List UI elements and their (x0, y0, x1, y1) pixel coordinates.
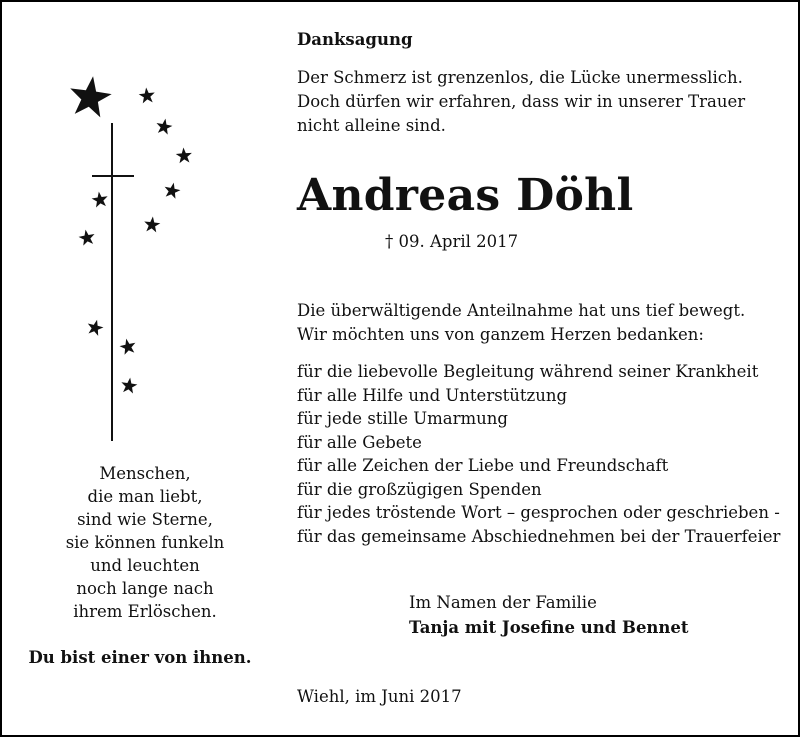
poem-line: die man liebt, (87, 487, 203, 506)
intro-line: nicht alleine sind. (297, 116, 446, 135)
death-date: † 09. April 2017 (385, 232, 519, 251)
gratitude-item: für die liebevolle Begleitung während seiner Krankheit (297, 362, 759, 381)
poem-line: noch lange nach (76, 579, 214, 598)
intro-text (297, 66, 745, 138)
star-icon (120, 376, 138, 393)
star-icon (118, 337, 137, 355)
poem (30, 462, 260, 623)
poem-line: und leuchten (90, 556, 200, 575)
intro-line: Der Schmerz ist grenzenlos, die Lücke unermesslich. (297, 68, 743, 87)
gratitude-item: für alle Zeichen der Liebe und Freundschaft (297, 456, 669, 475)
star-icon (85, 318, 104, 337)
gratitude-item: für das gemeinsame Abschiednehmen bei der Trauerfeier (297, 526, 781, 546)
poem-line: sind wie Sterne, (77, 510, 213, 529)
star-icon (78, 228, 97, 246)
gratitude-item: für jede stille Umarmung (297, 409, 508, 428)
thanks-line: Wir möchten uns von ganzem Herzen bedanken: (297, 325, 704, 344)
gratitude-item: für alle Gebete (297, 432, 422, 452)
poem-line: sie können funkeln (65, 533, 225, 552)
large-star-icon (67, 73, 114, 118)
poem-closing: Du bist einer von ihnen. (28, 648, 252, 667)
notice-heading: Danksagung (297, 30, 413, 49)
star-icon (138, 87, 156, 104)
deceased-name: Andreas Döhl (297, 170, 634, 221)
star-icon (143, 216, 161, 233)
star-icon (175, 147, 192, 163)
gratitude-item: für alle Hilfe und Unterstützung (297, 385, 568, 405)
family-intro: Im Namen der Familie (409, 593, 597, 612)
intro-line: Doch dürfen wir erfahren, dass wir in unserer Trauer (297, 92, 746, 111)
poem-line: ihrem Erlöschen. (73, 602, 217, 621)
thanks-line: Die überwältigende Anteilnahme hat uns tief bewegt. (297, 301, 746, 320)
star-icon (91, 190, 109, 207)
gratitude-list (297, 360, 780, 548)
family-names: Tanja mit Josefine und Bennet (409, 618, 689, 637)
star-icon (155, 117, 174, 135)
gratitude-item: für die großzügigen Spenden (297, 479, 542, 499)
gratitude-item: für jedes tröstende Wort – gesprochen oder geschrieben - (297, 503, 780, 522)
place-date: Wiehl, im Juni 2017 (297, 687, 462, 706)
star-icon (163, 181, 182, 199)
cross-with-stars-icon (60, 68, 210, 448)
cross-horizontal-icon (92, 175, 134, 177)
poem-line: Menschen, (99, 464, 191, 483)
cross-vertical-icon (111, 123, 113, 441)
family-signature (409, 590, 689, 640)
thanks-text (297, 299, 745, 347)
